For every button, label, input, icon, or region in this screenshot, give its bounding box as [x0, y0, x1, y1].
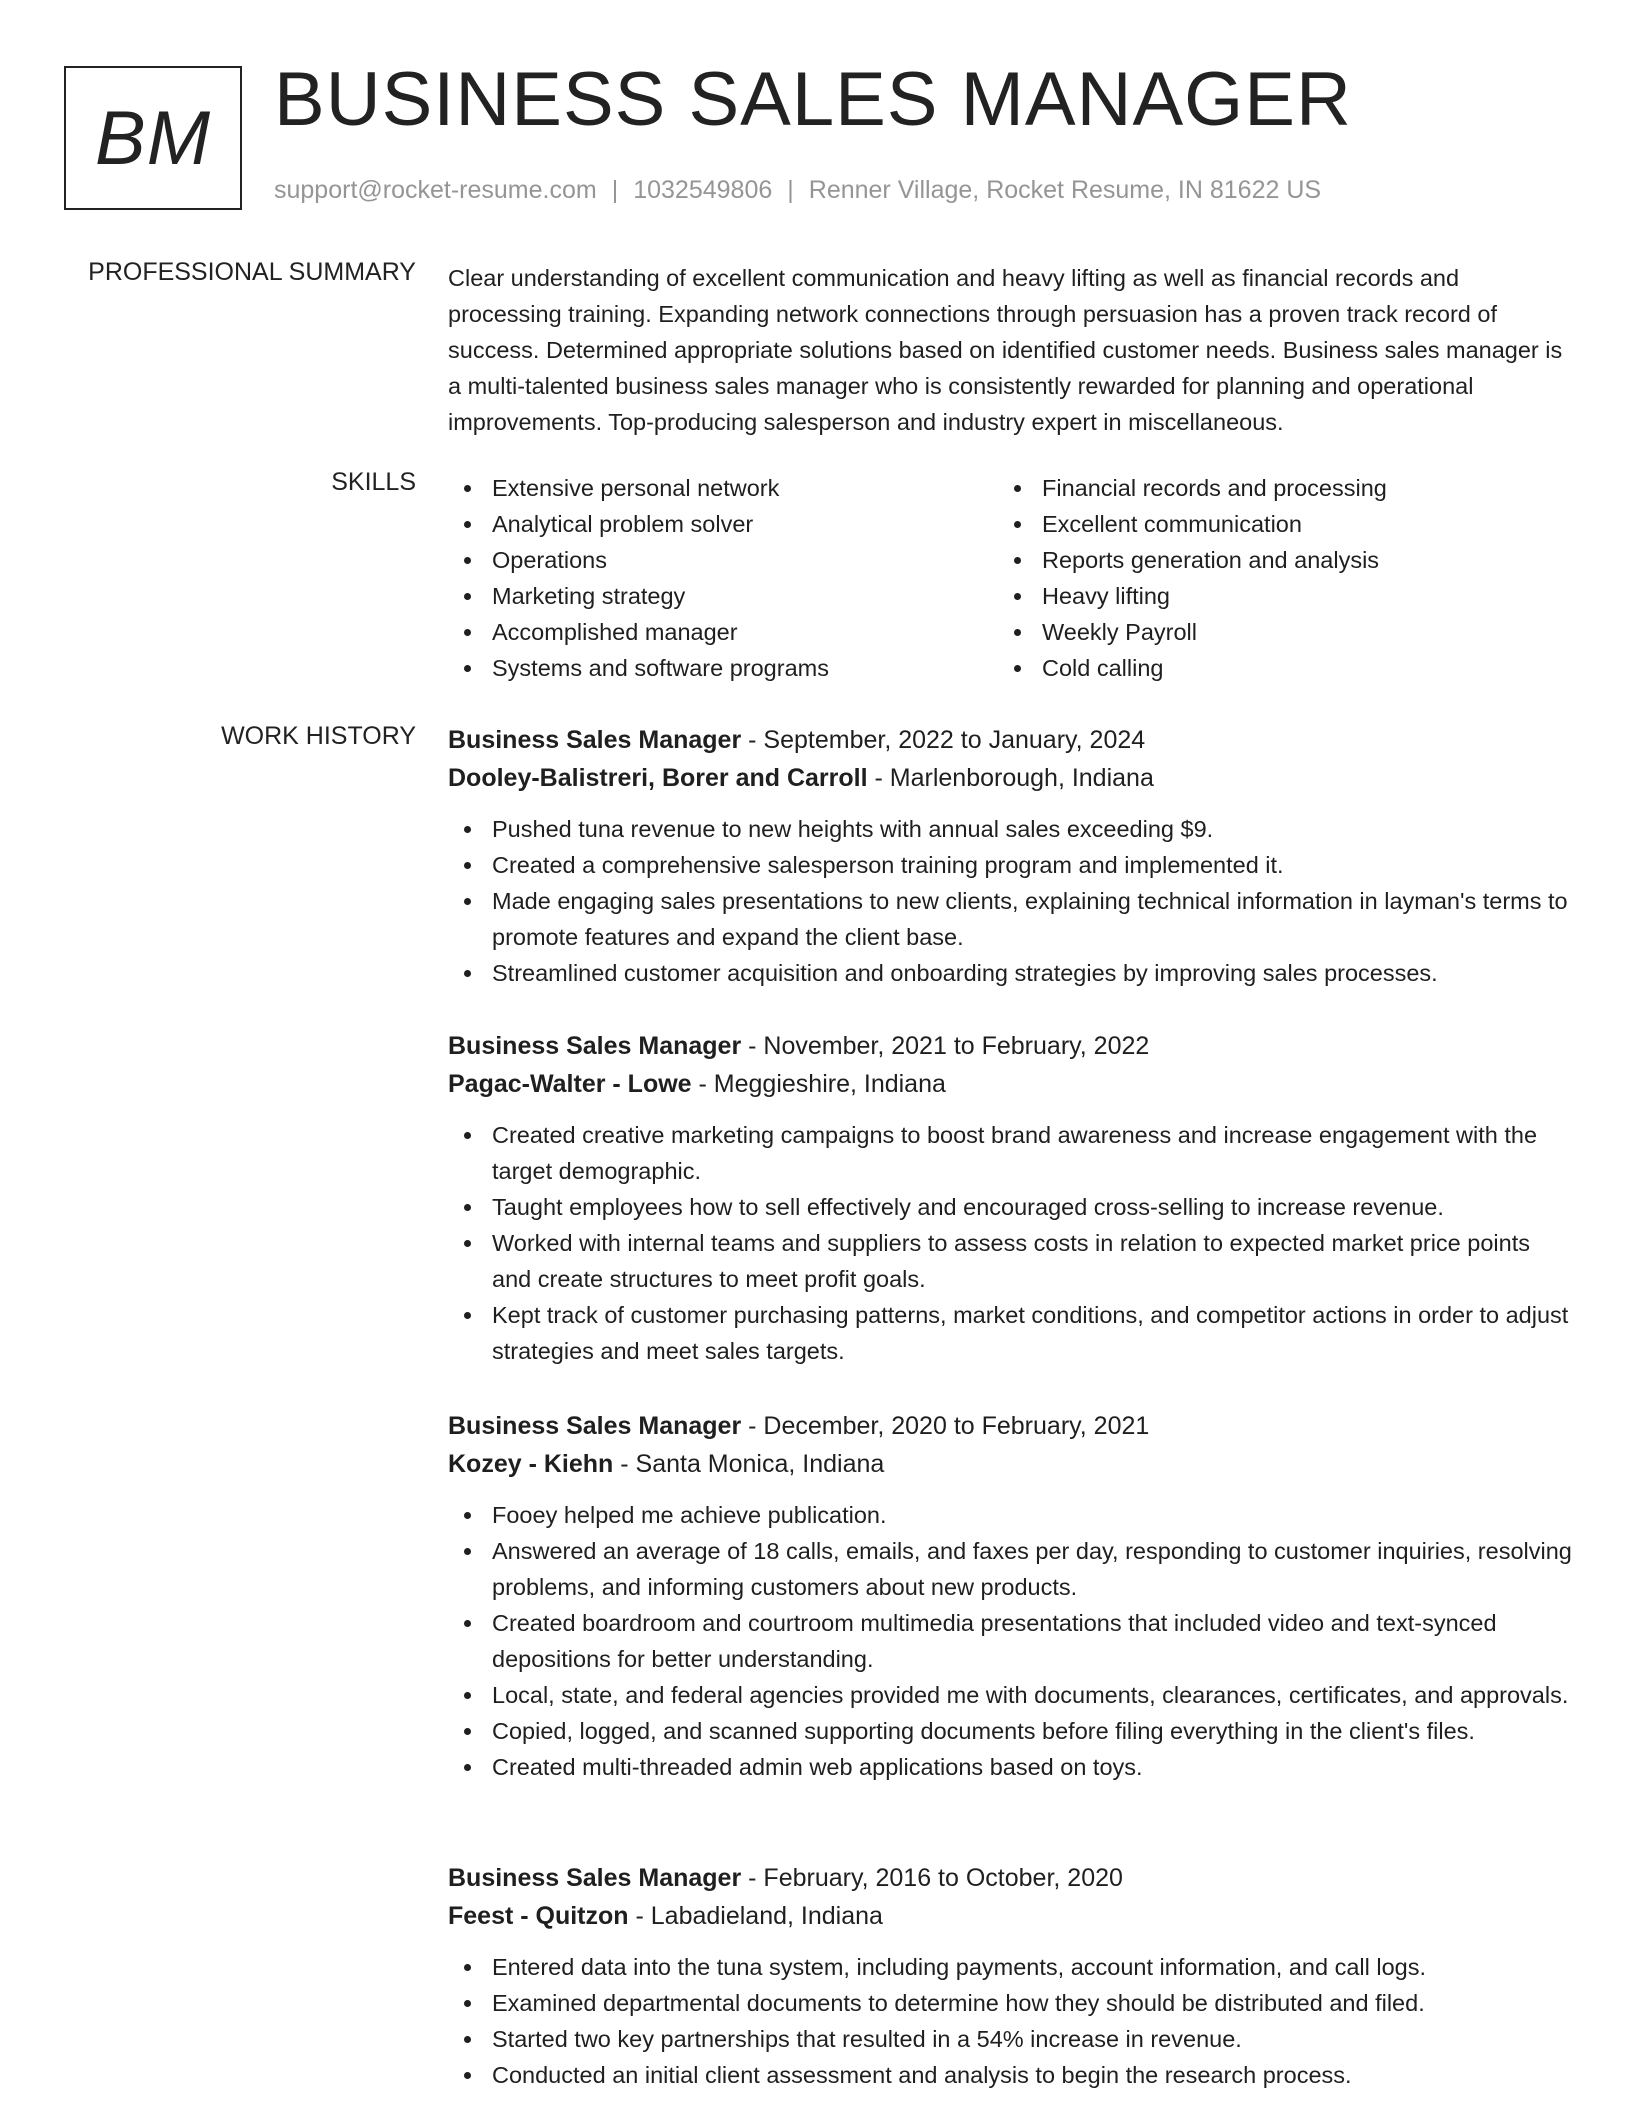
skill-item: Operations	[448, 542, 998, 578]
duty-item: Worked with internal teams and suppliers to assess costs in relation to expected market price points and create structures to meet profit goals.	[448, 1225, 1572, 1297]
skill-item: Reports generation and analysis	[998, 542, 1558, 578]
job-location: - Santa Monica, Indiana	[613, 1450, 885, 1478]
duty-item: Created a comprehensive salesperson training program and implemented it.	[448, 847, 1572, 883]
job-title: Business Sales Manager	[448, 726, 742, 754]
summary-text: Clear understanding of excellent communication and heavy lifting as well as financial records and processing training. Expanding network connections through persuasion has a proven track record of success. Determined appropriate solutions based on identified customer needs. Business sales manager is a multi-talented business sales manager who is consistently rewarded for planning and operational improvements. Top-producing salesperson and industry expert in miscellaneous.	[448, 265, 1563, 435]
duty-item: Created creative marketing campaigns to boost brand awareness and increase engagement with the target demographic.	[448, 1117, 1572, 1189]
duty-item: Created boardroom and courtroom multimedia presentations that included video and text-synced depositions for better understanding.	[448, 1605, 1572, 1677]
duty-item: Kept track of customer purchasing patterns, market conditions, and competitor actions in order to adjust strategies and meet sales targets.	[448, 1297, 1572, 1369]
contact-line	[274, 176, 1321, 205]
duty-item: Answered an average of 18 calls, emails, and faxes per day, responding to customer inquiries, resolving problems, and informing customers about new products.	[448, 1533, 1572, 1605]
skill-item: Marketing strategy	[448, 578, 998, 614]
job-entry	[448, 1407, 1572, 1785]
job-dates: - November, 2021 to February, 2022	[741, 1032, 1150, 1060]
job-company-line	[448, 1897, 1572, 1935]
duty-item: Made engaging sales presentations to new clients, explaining technical information in layman's terms to promote features and expand the client base.	[448, 883, 1572, 955]
duty-item: Streamlined customer acquisition and onboarding strategies by improving sales processes.	[448, 955, 1572, 991]
candidate-name: BUSINESS SALES MANAGER	[274, 57, 1352, 142]
contact-email: support@rocket-resume.com	[274, 176, 597, 204]
job-duties	[448, 1117, 1572, 1369]
job-dates: - September, 2022 to January, 2024	[741, 726, 1146, 754]
job-entry	[448, 1859, 1572, 2093]
summary-heading: PROFESSIONAL SUMMARY	[88, 258, 416, 286]
job-company-line	[448, 1065, 1572, 1103]
skills-column-left	[448, 470, 998, 686]
job-company: Dooley-Balistreri, Borer and Carroll	[448, 764, 868, 792]
monogram-badge: BM	[64, 66, 242, 210]
job-title: Business Sales Manager	[448, 1864, 742, 1892]
job-duties	[448, 1497, 1572, 1785]
skill-item: Cold calling	[998, 650, 1558, 686]
job-entry	[448, 1027, 1572, 1369]
duty-item: Created multi-threaded admin web applications based on toys.	[448, 1749, 1572, 1785]
job-company-line	[448, 759, 1572, 797]
duty-item: Entered data into the tuna system, including payments, account information, and call logs.	[448, 1949, 1572, 1985]
contact-separator: |	[787, 176, 794, 204]
job-title-line	[448, 1859, 1572, 1897]
contact-separator: |	[611, 176, 619, 204]
skill-item: Systems and software programs	[448, 650, 998, 686]
job-company: Feest - Quitzon	[448, 1902, 629, 1930]
duty-item: Examined departmental documents to determine how they should be distributed and filed.	[448, 1985, 1572, 2021]
skill-item: Analytical problem solver	[448, 506, 998, 542]
job-entry	[448, 721, 1572, 991]
skill-item: Heavy lifting	[998, 578, 1558, 614]
duty-item: Fooey helped me achieve publication.	[448, 1497, 1572, 1533]
job-location: - Marlenborough, Indiana	[867, 764, 1154, 792]
contact-address: Renner Village, Rocket Resume, IN 81622 US	[808, 176, 1322, 204]
job-title: Business Sales Manager	[448, 1032, 742, 1060]
skill-item: Extensive personal network	[448, 470, 998, 506]
duty-item: Copied, logged, and scanned supporting documents before filing everything in the client's files.	[448, 1713, 1572, 1749]
job-location: - Meggieshire, Indiana	[691, 1070, 946, 1098]
job-title-line	[448, 1407, 1572, 1445]
job-title-line	[448, 721, 1572, 759]
job-company: Pagac-Walter - Lowe	[448, 1070, 692, 1098]
job-dates: - December, 2020 to February, 2021	[741, 1412, 1150, 1440]
skill-item: Excellent communication	[998, 506, 1558, 542]
job-duties	[448, 1949, 1572, 2093]
job-dates: - February, 2016 to October, 2020	[741, 1864, 1123, 1892]
duty-item: Local, state, and federal agencies provided me with documents, clearances, certificates, and approvals.	[448, 1677, 1572, 1713]
job-title-line	[448, 1027, 1572, 1065]
job-title: Business Sales Manager	[448, 1412, 742, 1440]
job-duties	[448, 811, 1572, 991]
duty-item: Started two key partnerships that resulted in a 54% increase in revenue.	[448, 2021, 1572, 2057]
skills-column-right	[998, 470, 1558, 686]
skill-item: Weekly Payroll	[998, 614, 1558, 650]
skills-heading: SKILLS	[331, 468, 416, 496]
job-company-line	[448, 1445, 1572, 1483]
skill-item: Financial records and processing	[998, 470, 1558, 506]
skills-list	[448, 470, 1572, 686]
skill-item: Accomplished manager	[448, 614, 998, 650]
duty-item: Taught employees how to sell effectively and encouraged cross-selling to increase revenue.	[448, 1189, 1572, 1225]
contact-phone: 1032549806	[633, 176, 773, 204]
job-location: - Labadieland, Indiana	[628, 1902, 883, 1930]
work-history-heading: WORK HISTORY	[221, 722, 416, 750]
duty-item: Conducted an initial client assessment and analysis to begin the research process.	[448, 2057, 1572, 2093]
job-company: Kozey - Kiehn	[448, 1450, 614, 1478]
duty-item: Pushed tuna revenue to new heights with annual sales exceeding $9.	[448, 811, 1572, 847]
